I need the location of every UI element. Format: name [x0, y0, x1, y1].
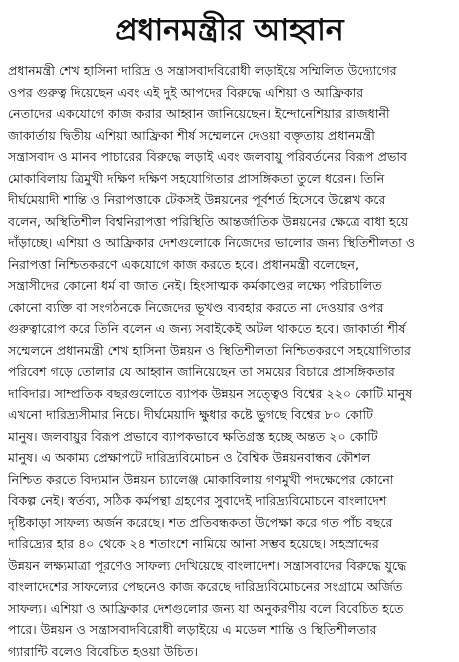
article-line: মানুষ। এ অকাম্য প্রেক্ষাপটে দারিদ্র্যবিমোচন ও বৈশ্বিক উন্নয়নবান্ধব কৌশল	[8, 447, 451, 469]
article-line: পারে। উন্নয়ন ও সন্ত্রাসবাদবিরোধী লড়াইয়ে এ মডেল শান্তি ও স্থিতিশীলতার	[8, 619, 451, 641]
article-line: উন্নয়ন লক্ষ্যমাত্রা পূরণেও সাফল্য দেখিয়েছে বাংলাদেশ। সন্ত্রাসবাদের বিরুদ্ধে যুদ্ধে	[8, 555, 451, 577]
headline: প্রধানমন্ত্রীর আহ্বান	[8, 6, 451, 60]
article-line: দাঁড়াচ্ছে। এশিয়া ও আফ্রিকার দেশগুলোকে নিজেদের ভালোর জন্য স্থিতিশীলতা ও	[8, 232, 451, 254]
article-line: বলেন, অস্থিতিশীল বিশ্বনিরাপত্তা পরিস্থিতি আন্তর্জাতিক উন্নয়নের ক্ষেত্রে বাধা হয়ে	[8, 211, 451, 233]
article-line: সন্ত্রাসবাদ ও মানব পাচারের বিরুদ্ধে লড়াই এবং জলবায়ু পরিবর্তনের বিরূপ প্রভাব	[8, 146, 451, 168]
article-body	[8, 60, 451, 662]
article-line: ওপর গুরুত্ব দিয়েছেন এবং এই দুই আপদের বিরুদ্ধে এশিয়া ও আফ্রিকার	[8, 82, 451, 104]
article-line: বিকল্প নেই। স্বর্তব্য, সঠিক কর্মপন্থা গ্রহণের সুবাদেই দারিদ্র্যবিমোচনে বাংলাদেশ	[8, 490, 451, 512]
article-line: দৃষ্টিকাড়া সাফল্য অর্জন করেছে। শত প্রতিবন্ধকতা উপেক্ষা করে গত পাঁচ বছরে	[8, 512, 451, 534]
article-line: গ্যারান্টি বলেও বিবেচিত হওয়া উচিত।	[8, 641, 451, 662]
article-line: বাংলাদেশের সাফল্যের পেছনেও কাজ করেছে দারিদ্র্যবিমোচনের সংগ্রামে অর্জিত	[8, 576, 451, 598]
article-line: মানুষ। জলবায়ুর বিরূপ প্রভাবে ব্যাপকভাবে ক্ষতিগ্রস্ত হচ্ছে অন্তত ২০ কোটি	[8, 426, 451, 448]
article-line: দাবিদার। সাম্প্রতিক বছরগুলোতে ব্যাপক উন্নয়ন সত্ত্বেও বিশ্বের ২২০ কোটি মানুষ	[8, 383, 451, 405]
article-line: নেতাদের একযোগে কাজ করার আহ্বান জানিয়েছেন। ইন্দোনেশিয়ার রাজধানী	[8, 103, 451, 125]
article-line: মোকাবিলায় ত্রিমুখী দক্ষিণ দক্ষিণ সহযোগিতার প্রাসঙ্গিকতা তুলে ধরেন। তিনি	[8, 168, 451, 190]
article-line: জাকার্তায় দ্বিতীয় এশিয়া আফ্রিকা শীর্ষ সম্মেলনে দেওয়া বক্তৃতায় প্রধানমন্ত্রী	[8, 125, 451, 147]
article-line: এখনো দারিদ্র্যসীমার নিচে। দীর্ঘমেয়াদি ক্ষুধার কষ্টে ভুগছে বিশ্বের ৮০ কোটি	[8, 404, 451, 426]
article-line: দারিদ্র্যের হার ৪০ থেকে ২৪ শতাংশে নামিয়ে আনা সম্ভব হয়েছে। সহস্রাব্দের	[8, 533, 451, 555]
article-line: দীর্ঘমেয়াদী শান্তি ও নিরাপত্তাকে টেকসই উন্নয়নের পূর্বশর্ত হিসেবে উল্লেখ করে	[8, 189, 451, 211]
article-line: গুরুত্বারোপ করে তিনি বলেন এ জন্য সবাইকেই অটল থাকতে হবে। জাকার্তা শীর্ষ	[8, 318, 451, 340]
article-line: কোনো ব্যক্তি বা সংগঠনকে নিজেদের ভূখণ্ড ব্যবহার করতে না দেওয়ার ওপর	[8, 297, 451, 319]
article-line: নিরাপত্তা নিশ্চিতকরণে একযোগে কাজ করতে হবে। প্রধানমন্ত্রী বলেছেন,	[8, 254, 451, 276]
article-line: প্রধানমন্ত্রী শেখ হাসিনা দারিদ্র ও সন্ত্রাসবাদবিরোধী লড়াইয়ে সম্মিলিত উদ্যোগের	[8, 60, 451, 82]
article-line: নিশ্চিত করতে বিদ্যমান উন্নয়ন চ্যালেঞ্জ মোকাবিলায় গণমুখী পদক্ষেপের কোনো	[8, 469, 451, 491]
article-line: সম্মেলনে প্রধানমন্ত্রী শেখ হাসিনা উন্নয়ন ও স্থিতিশীলতা নিশ্চিতকরণে সহযোগিতার	[8, 340, 451, 362]
article-line: পরিবেশ গড়ে তোলার যে আহ্বান জানিয়েছেন তা সময়ের বিচারে প্রাসঙ্গিকতার	[8, 361, 451, 383]
article-line: সাফল্য। এশিয়া ও আফ্রিকার দেশগুলোর জন্য যা অনুকরণীয় বলে বিবেচিত হতে	[8, 598, 451, 620]
article-line: সন্ত্রাসীদের কোনো ধর্ম বা জাত নেই। হিংসাত্মক কর্মকাণ্ডের লক্ষ্যে পরিচালিত	[8, 275, 451, 297]
